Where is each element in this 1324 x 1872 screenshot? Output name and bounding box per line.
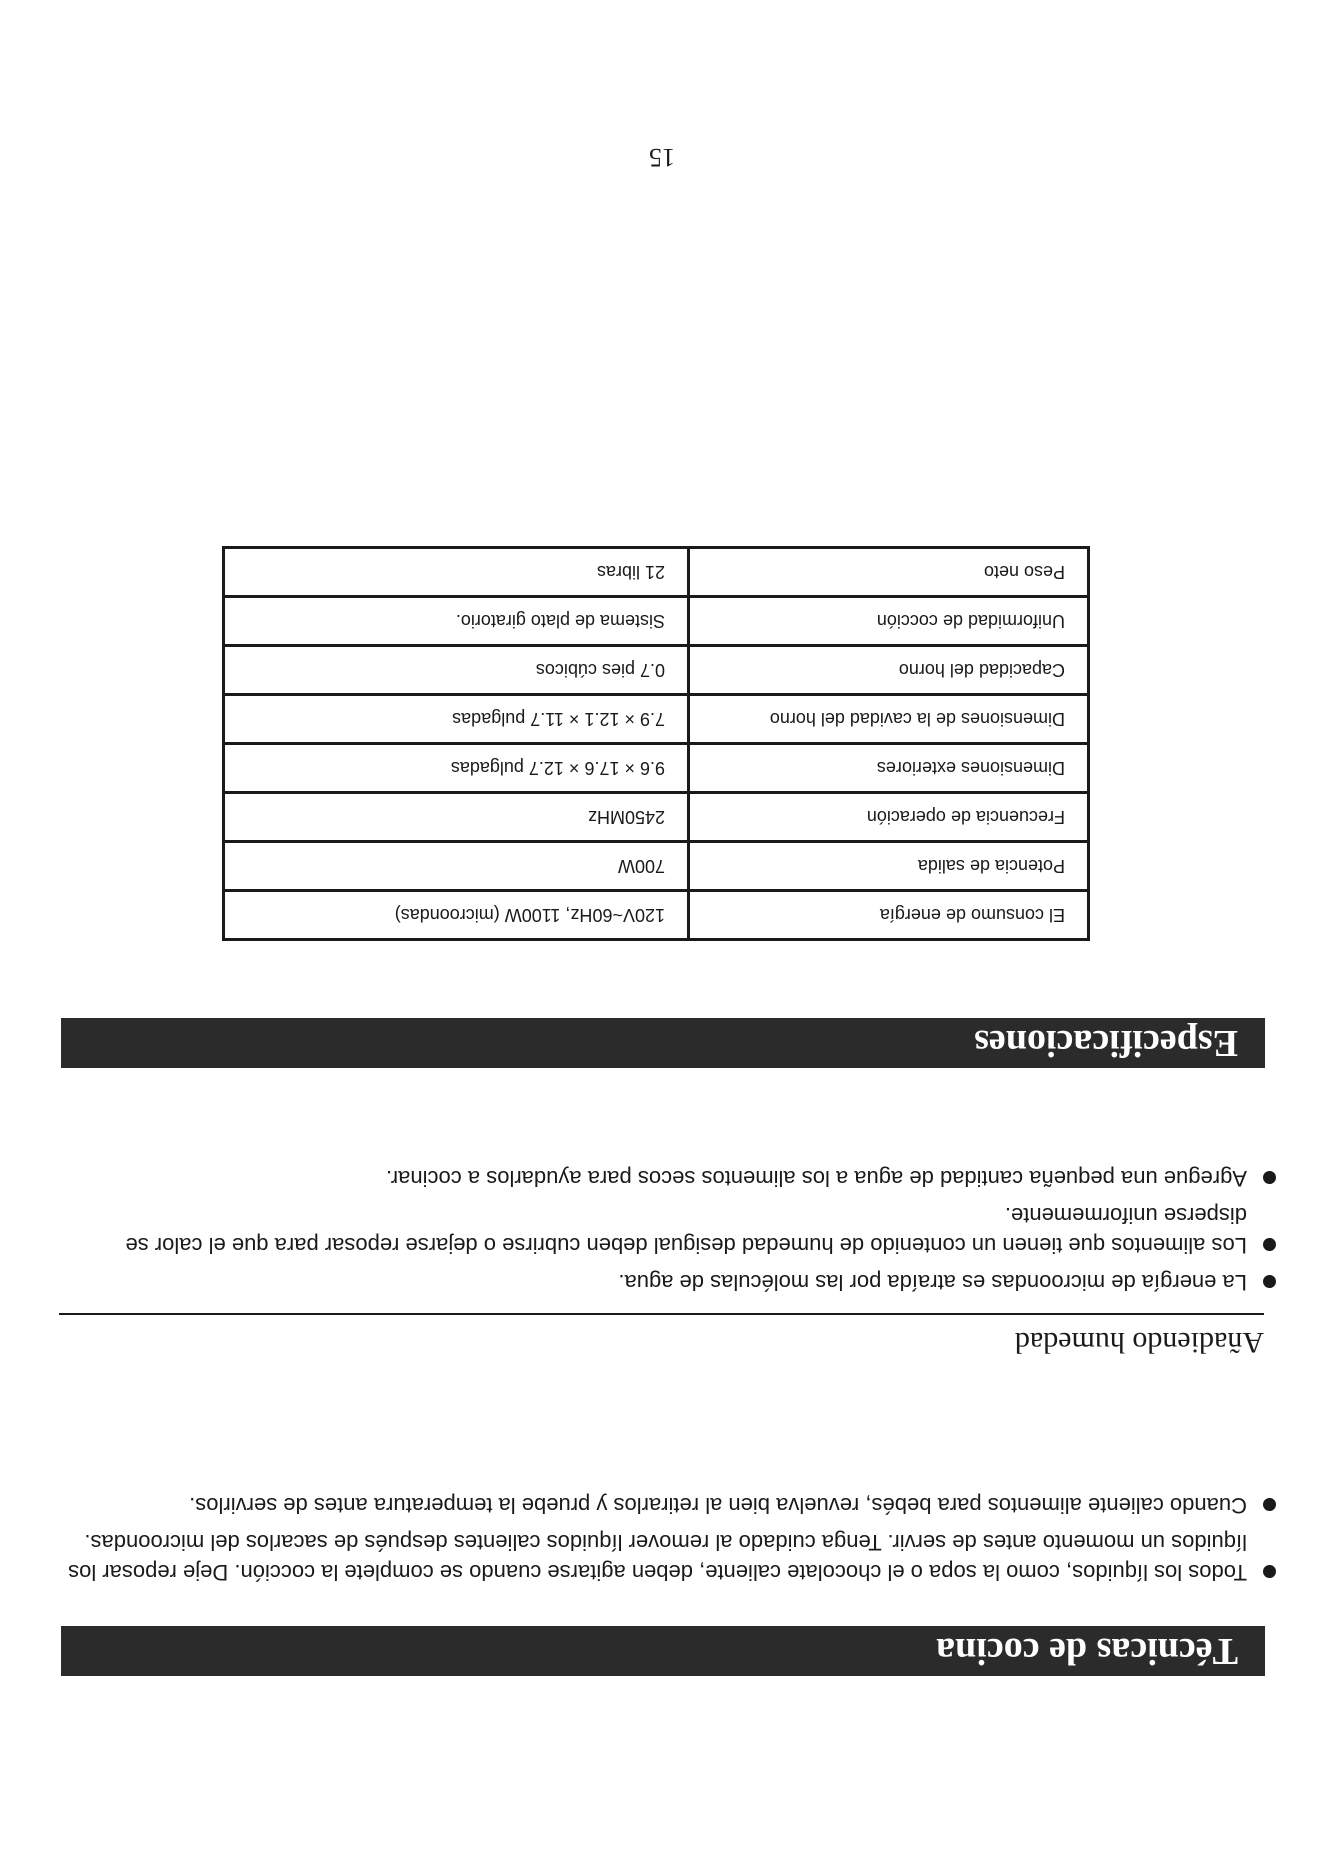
bullet-text: Los alimentos que tienen un contenido de humedad desigual deben cubrirse o dejarse reposar para que el calor se disperse uniformemente. [125, 1203, 1247, 1258]
spec-value: 2450MHz [224, 793, 689, 842]
spec-value: 9.6 × 17.6 × 12.7 pulgadas [224, 744, 689, 793]
section-title-especificaciones: Especificaciones [61, 1018, 1265, 1068]
spec-label: Uniformidad de cocción [689, 597, 1089, 646]
bullet-icon [1263, 1498, 1276, 1511]
section-title-humedad: Añadiendo humedad [1014, 1326, 1264, 1359]
humedad-bullet-list [48, 1156, 1278, 1297]
spec-label: Dimensiones exteriores [689, 744, 1089, 793]
bullet-text: Agregue una pequeña cantidad de agua a los alimentos secos para ayudarlos a cocinar. [385, 1166, 1247, 1191]
bullet-text: Todos los líquidos, como la sopa o el chocolate caliente, deben agitarse cuando se complete la cocción. Deje reposar los líquidos un momento antes de servir. Tenga cuidado al remover líquidos calientes después de sacarlos del microondas. [68, 1530, 1247, 1585]
table-row [224, 597, 1089, 646]
tecnicas-bullet-list [48, 1483, 1278, 1587]
table-row [224, 548, 1089, 597]
spec-label: Frecuencia de operación [689, 793, 1089, 842]
spec-table [222, 546, 1090, 941]
spec-label: Dimensiones de la cavidad del horno [689, 695, 1089, 744]
list-item [48, 1527, 1278, 1587]
list-item [48, 1163, 1278, 1193]
bullet-text: La energía de microondas es atraída por las moléculas de agua. [618, 1270, 1247, 1295]
table-row [224, 842, 1089, 891]
table-row [224, 744, 1089, 793]
page-number: 15 [649, 143, 675, 172]
bullet-icon [1263, 1565, 1276, 1578]
spec-value: Sistema de plato giratorio. [224, 597, 689, 646]
spec-value: 120V~60Hz, 1100W (microondas) [224, 891, 689, 940]
bullet-icon [1263, 1275, 1276, 1288]
spec-value: 21 libras [224, 548, 689, 597]
table-row [224, 793, 1089, 842]
spec-label: Peso neto [689, 548, 1089, 597]
list-item [48, 1200, 1278, 1260]
table-row [224, 695, 1089, 744]
bullet-text: Cuando caliente alimentos para bebés, revuelva bien al retirarlos y pruebe la temperatura antes de servirlos. [189, 1493, 1247, 1518]
bullet-icon [1263, 1238, 1276, 1251]
section-title-tecnicas: Técnicas de cocina [61, 1626, 1265, 1676]
spec-label: Potencia de salida [689, 842, 1089, 891]
table-row [224, 891, 1089, 940]
spec-value: 7.9 × 12.1 × 11.7 pulgadas [224, 695, 689, 744]
spec-label: El consumo de energía [689, 891, 1089, 940]
table-row [224, 646, 1089, 695]
bullet-icon [1263, 1171, 1276, 1184]
spec-value: 700W [224, 842, 689, 891]
spec-label: Capacidad del horno [689, 646, 1089, 695]
list-item [48, 1490, 1278, 1520]
list-item [48, 1267, 1278, 1297]
spec-value: 0.7 pies cúbicos [224, 646, 689, 695]
divider [59, 1313, 1264, 1315]
